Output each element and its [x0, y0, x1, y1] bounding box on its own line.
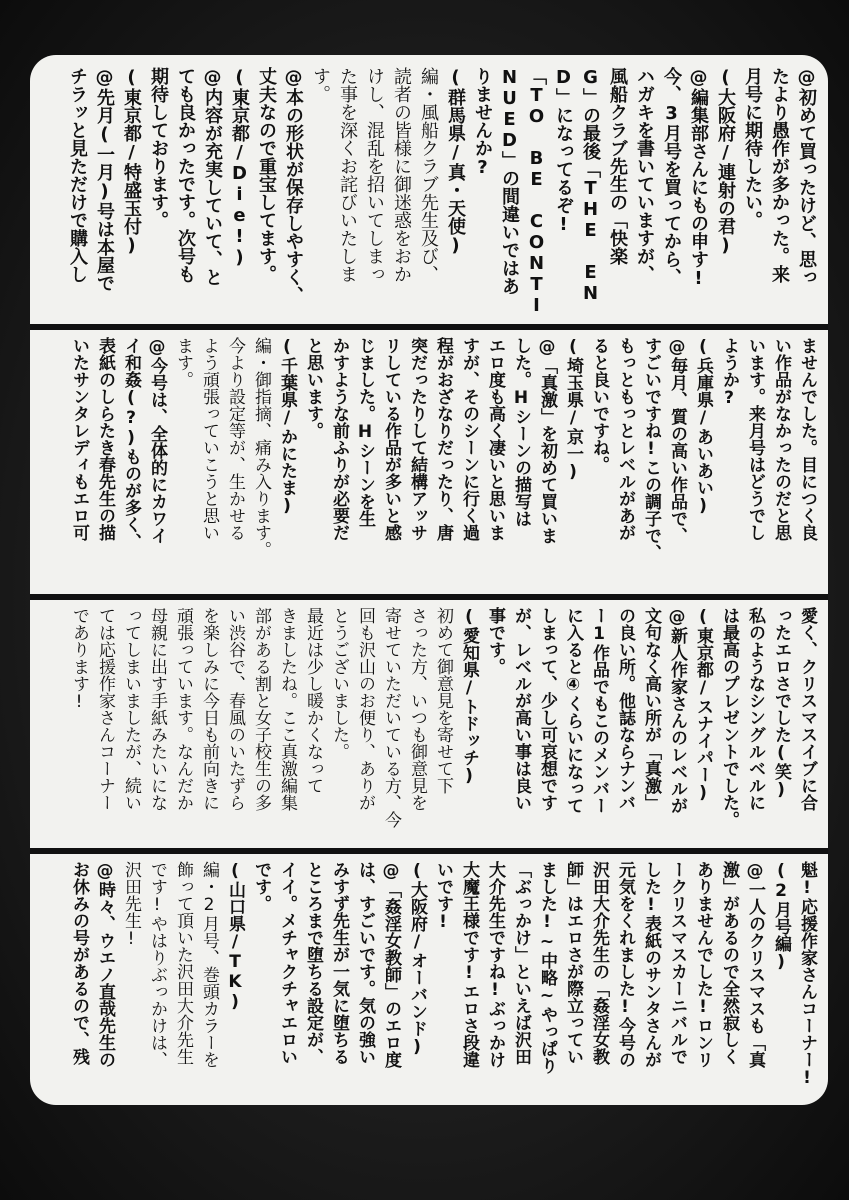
band-divider: [30, 324, 828, 330]
text-column: とうございました。: [329, 607, 349, 760]
text-column: 寄せていただいている方、今: [381, 607, 401, 828]
text-column: 回も沢山のお便り、ありが: [355, 607, 375, 811]
text-column: @一人のクリスマスも「真: [745, 861, 765, 1068]
text-column: 突だったりして結構アッサ: [407, 337, 427, 541]
letters-page-panel: [30, 55, 828, 1105]
text-column: @新人作家さんのレベルが: [667, 607, 687, 814]
text-column: は最高のプレゼントでした。: [719, 607, 739, 828]
text-column: い作品がなかったのだと思: [771, 337, 791, 541]
text-column: すごいですね!この調子で、: [641, 337, 661, 561]
text-column: (愛知県/トドッチ): [459, 607, 479, 786]
text-column: リしている作品が多いと感: [381, 337, 401, 541]
text-column: 魁!応援作家さんコーナー!: [797, 861, 817, 1088]
text-column: ハガキを書いていますが、: [634, 67, 655, 283]
text-column: みすず先生が一気に堕ちる: [329, 861, 349, 1065]
band-divider: [30, 594, 828, 600]
letters-band-2: [38, 337, 820, 587]
text-column: (山口県/TK): [225, 861, 245, 1012]
text-column: さった方、いつも御意見を: [407, 607, 427, 811]
text-column: 程がおざなりだったり、唐: [433, 337, 453, 541]
text-column: (2月号編): [771, 861, 791, 972]
text-column: いたサンタレディもエロ可: [69, 337, 89, 541]
text-column: 編・風船クラブ先生及び、: [418, 67, 439, 283]
text-column: です。: [251, 861, 271, 912]
text-column: チラッと見ただけで購入し: [67, 67, 88, 283]
text-column: です!やはりぶっかけは、: [147, 861, 167, 1068]
text-column: (群馬県/真・天使): [445, 67, 466, 256]
text-column: じました。Hシーンを生: [355, 337, 375, 527]
text-column: 丈夫なので重宝してます。: [256, 67, 277, 283]
text-column: @「真激」を初めて買いま: [537, 337, 557, 544]
text-column: (埼玉県/京一): [563, 337, 583, 482]
text-column: 大魔王様です!エロさ段違: [459, 861, 479, 1068]
text-column: たより愚作が多かった。来: [769, 67, 790, 283]
text-column: は、すごいです。気の強い: [355, 861, 375, 1065]
text-column: 「ぶっかけ」といえば沢田: [511, 861, 531, 1065]
text-column: 最近は少し暖かくなって: [303, 607, 323, 794]
text-column: (兵庫県/あいあい): [693, 337, 713, 516]
text-column: お休みの号があるので、残: [69, 861, 89, 1065]
text-column: @「姦淫女教師」のエロ度: [381, 861, 401, 1068]
text-column: もっともっとレベルがあが: [615, 337, 635, 541]
text-column: りませんか?: [472, 67, 493, 178]
text-column: (大阪府/連射の君): [715, 67, 736, 256]
text-column: の良い所。他誌ならナンバ: [615, 607, 635, 811]
text-column: した!表紙のサンタさんが: [641, 861, 661, 1068]
text-column: 文句なく高い所が「真激」: [641, 607, 661, 811]
text-column: @先月(一月)号は本屋で: [94, 67, 115, 292]
text-column: 今より設定等が、生かせる: [225, 337, 245, 541]
text-column: イ和姦(?)ものが多く、: [121, 337, 141, 550]
text-column: ー1作品でもこのメンバー: [589, 607, 609, 814]
text-column: が、レベルが高い事は良い: [511, 607, 531, 811]
text-column: 大介先生ですね!ぶっかけ: [485, 861, 505, 1068]
text-column: かすような前ふりが必要だ: [329, 337, 349, 541]
text-column: ました!~中略~やっぱり: [537, 861, 557, 1074]
text-column: ークリスマスカーニバルで: [667, 861, 687, 1065]
text-column: 風船クラブ先生の「快楽: [607, 67, 628, 265]
text-column: 飾って頂いた沢田大介先生: [173, 861, 193, 1065]
text-column: いです!: [433, 861, 453, 932]
text-column: を楽しみに今日も前向きに: [199, 607, 219, 811]
text-column: 頑張っています。なんだか: [173, 607, 193, 811]
text-column: (大阪府/オーバンド): [407, 861, 427, 1057]
text-column: と思います。: [303, 337, 323, 439]
text-column: 編・2月号、巻頭カラーを: [199, 861, 219, 1068]
text-column: イイ。メチャクチャエロい: [277, 861, 297, 1065]
text-column: 表紙のしらたき春先生の描: [95, 337, 115, 541]
text-column: 部がある割と女子校生の多: [251, 607, 271, 811]
text-column: ます。: [173, 337, 193, 388]
text-column: しまって、少し可哀想です: [537, 607, 557, 811]
text-column: すが、そのシーンに行く過: [459, 337, 479, 541]
text-column: 元気をくれました!今号の: [615, 861, 635, 1068]
text-column: よう頑張っていこうと思い: [199, 337, 219, 541]
text-column: 期待しております。: [148, 67, 169, 229]
text-column: ては応援作家さんコーナー: [95, 607, 115, 811]
text-column: であります!: [69, 607, 89, 712]
text-column: @編集部さんにもの申す!: [688, 67, 709, 289]
letters-band-1: [38, 67, 820, 317]
text-column: 初めて御意見を寄せて下: [433, 607, 453, 794]
text-column: 沢田先生!: [121, 861, 141, 949]
text-column: 今、3月号を買ってから、: [661, 67, 682, 286]
text-column: 読者の皆様に御迷惑をおか: [391, 67, 412, 283]
text-column: (東京都/Die!): [229, 67, 250, 268]
text-column: けし、混乱を招いてしまっ: [364, 67, 385, 283]
text-column: ませんでした。目につく良: [797, 337, 817, 541]
text-column: す。: [310, 67, 331, 103]
text-column: (東京都/特盛玉付): [121, 67, 142, 256]
text-column: (千葉県/かにたま): [277, 337, 297, 516]
text-column: います。来月号はどうでし: [745, 337, 765, 541]
text-column: 激」があるので全然寂しく: [719, 861, 739, 1065]
text-column: @本の形状が保存しやすく、: [283, 67, 304, 304]
text-column: ところまで堕ちる設定が、: [303, 861, 323, 1065]
text-column: い渋谷で、春風のいたずら: [225, 607, 245, 811]
text-column: 愛く、クリスマスイブに合: [797, 607, 817, 811]
text-column: エロ度も高く凄いと思いま: [485, 337, 505, 541]
text-column: 月号に期待したい。: [742, 67, 763, 229]
letters-band-4: [38, 861, 820, 1097]
text-column: @毎月、質の高い作品で、: [667, 337, 687, 544]
text-column: ありませんでした!ロンリ: [693, 861, 713, 1068]
letters-band-3: [38, 607, 820, 842]
text-column: に入ると④くらいになって: [563, 607, 583, 814]
text-column: @内容が充実していて、と: [202, 67, 223, 286]
text-column: 私のようなシングルベルに: [745, 607, 765, 811]
text-column: @時々、ウエノ直哉先生の: [95, 861, 115, 1068]
text-column: ると良いですね。: [589, 337, 609, 473]
text-column: 「TO BE CONTI: [526, 67, 547, 316]
text-column: (東京都/スナイパー): [693, 607, 713, 803]
text-column: ようか?: [719, 337, 739, 408]
text-column: 沢田大介先生の「姦淫女教: [589, 861, 609, 1065]
text-column: ったエロさでした(笑): [771, 607, 791, 800]
text-column: 編・御指摘、痛み入ります。: [251, 337, 271, 558]
text-column: NUED」の間違いではあ: [499, 67, 520, 295]
text-column: @初めて買ったけど、思っ: [796, 67, 817, 286]
text-column: D」になってるぞ!: [553, 67, 574, 235]
text-column: 事です。: [485, 607, 505, 675]
band-divider: [30, 848, 828, 854]
text-column: した。Hシーンの描写は: [511, 337, 531, 527]
text-column: 母親に出す手紙みたいにな: [147, 607, 167, 811]
text-column: きましたね。ここ真激編集: [277, 607, 297, 811]
text-column: ってしまいましたが、続い: [121, 607, 141, 811]
text-column: G」の最後「THE EN: [580, 67, 601, 304]
text-column: 師」はエロさが際立ってい: [563, 861, 583, 1065]
text-column: た事を深くお詫びいたしま: [337, 67, 358, 283]
text-column: @今号は、全体的にカワイ: [147, 337, 167, 544]
text-column: ても良かったです。次号も: [175, 67, 196, 283]
